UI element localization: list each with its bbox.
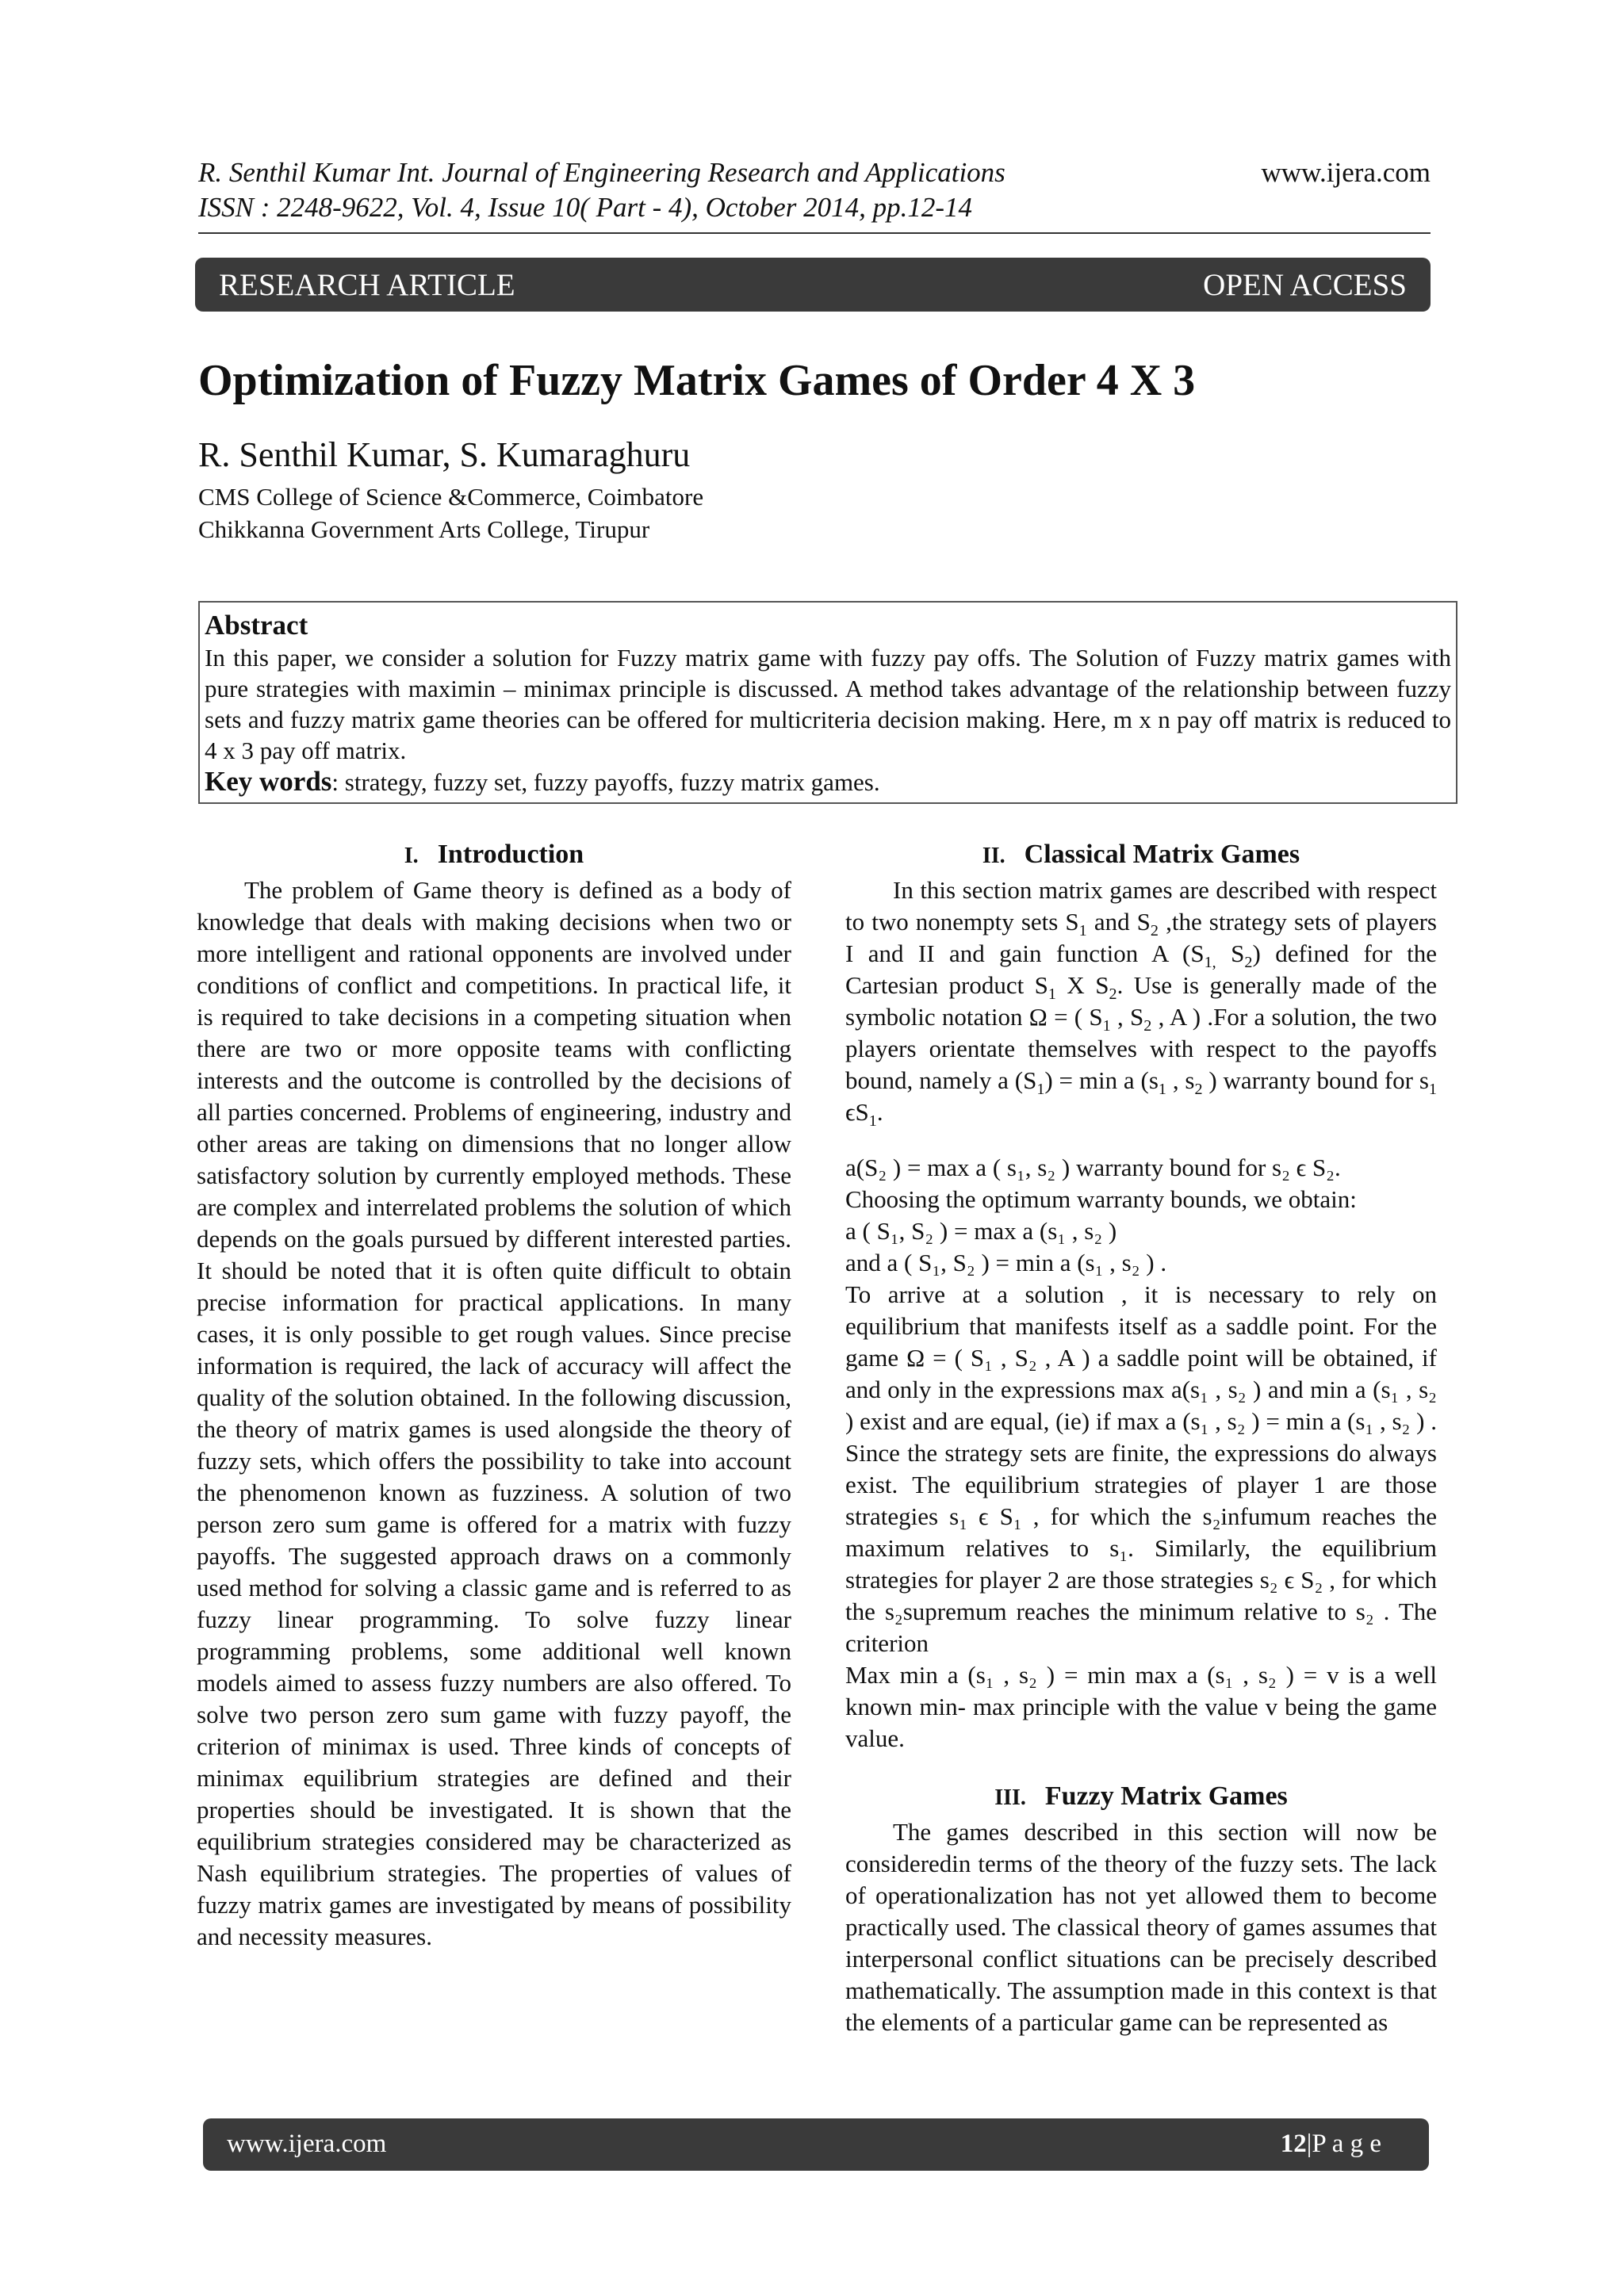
- section-3-title: Fuzzy Matrix Games: [1044, 1781, 1288, 1811]
- section-1-heading: [197, 836, 791, 874]
- header-rule: [198, 232, 1431, 234]
- abstract-text: In this paper, we consider a solution for Fuzzy matrix game with fuzzy pay offs. The Solution of Fuzzy matrix games with pure strategies with maximin – minimax principle is discussed. A method takes advantage of the relationship between fuzzy sets and fuzzy matrix game theories can be offered for multicriteria decision making. Here, m x n pay off matrix is reduced to 4 x 3 pay off matrix.: [205, 644, 1451, 764]
- keywords: [205, 766, 1451, 798]
- section-2-para-1: In this section matrix games are described with respect to two nonempty sets $S_1$ and $S_2$ ,the strategy sets of players I and II and gain function A ($S_{1,}$ $S_2$) defined for the Cartesian product $S_1$ X $S_2$. Use is generally made of the symbolic notation Ω = ( $S_1$ , $S_2$ , A ) .For a solution, the two players orientate themselves with respect to the payoffs bound, namely a $(S_1) = \min a$ ($s_1$ , $s_2$ ) warranty bound for $s_1$ $\epsilon S_1$.: [845, 876, 1438, 1131]
- page-number-label: |P a g e: [1306, 2130, 1381, 2158]
- formula-line-2: Choosing the optimum warranty bounds, we obtain:: [845, 1185, 1357, 1213]
- formula-line-3: a ( S₁, S₂ ) = max a (s₁ , s₂ ): [845, 1217, 1117, 1245]
- section-2-number: II.: [982, 844, 1005, 868]
- article-banner: [195, 258, 1431, 312]
- formula-line-1: a(S₂ ) = max a ( s₁, s₂ ) warranty bound for s₂ ϵ S₂.: [845, 1154, 1341, 1181]
- section-3-heading: [845, 1778, 1437, 1816]
- section-2-para-2: To arrive at a solution , it is necessary to rely on equilibrium that manifests itself as a saddle point. For the game Ω = ( S₁ , S₂ , A ) a saddle point will be obtained, if and only in the expressions max a(s₁ , s₂ ) and min a (s₁ , s₂ ) exist and are equal, (ie) if max a (s₁ , s₂ ) = min a (s₁ , s₂ ) .: [845, 1280, 1437, 1435]
- section-1-number: I.: [404, 844, 419, 868]
- abstract-box: [198, 601, 1457, 804]
- section-2-para-4: Max min a (s₁ , s₂ ) = min max a (s₁ , s₂ ) = v is a well known min- max principle with the value v being the game value.: [845, 1661, 1437, 1752]
- header-site-link[interactable]: www.ijera.com: [1261, 157, 1431, 188]
- keywords-text: : strategy, fuzzy set, fuzzy payoffs, fuzzy matrix games.: [331, 768, 880, 796]
- page-number: [1281, 2130, 1381, 2159]
- page-number-value: 12: [1280, 2130, 1307, 2158]
- formula-line-4: and a ( S₁, S₂ ) = min a (s₁ , s₂ ) .: [845, 1249, 1167, 1276]
- right-column: [845, 836, 1437, 2038]
- paper-title: Optimization of Fuzzy Matrix Games of Order 4 X 3: [198, 356, 1196, 405]
- banner-open-access: OPEN ACCESS: [1203, 268, 1407, 302]
- running-header: [198, 155, 1431, 225]
- footer-site-link[interactable]: www.ijera.com: [227, 2130, 387, 2158]
- keywords-label: Key words: [205, 766, 332, 797]
- section-2-heading: [845, 836, 1437, 874]
- journal-line-2: ISSN : 2248-9622, Vol. 4, Issue 10( Part - 4), October 2014, pp.12-14: [198, 192, 973, 223]
- section-1-title: Introduction: [437, 840, 584, 869]
- section-3-number: III.: [994, 1785, 1026, 1810]
- section-2-title: Classical Matrix Games: [1024, 840, 1300, 869]
- affiliation-2: Chikkanna Government Arts College, Tirupur: [198, 515, 650, 543]
- affiliations: [198, 480, 703, 545]
- page-footer: [203, 2118, 1429, 2171]
- abstract-heading: Abstract: [205, 610, 308, 641]
- paper-authors: R. Senthil Kumar, S. Kumaraghuru: [198, 435, 691, 474]
- left-column: [197, 836, 791, 1953]
- section-3-body: The games described in this section will now be consideredin terms of the theory of the fuzzy sets. The lack of operationalization has not yet allowed them to become practically used. The classical theory of games assumes that interpersonal conflict situations can be precisely described mathematically. The assumption made in this context is that the elements of a particular game can be represented as: [845, 1818, 1437, 2036]
- journal-line-1: R. Senthil Kumar Int. Journal of Engineering Research and Applications: [198, 157, 1005, 188]
- affiliation-1: CMS College of Science &Commerce, Coimbatore: [198, 483, 704, 511]
- section-2-para-3: Since the strategy sets are finite, the expressions do always exist. The equilibrium strategies of player 1 are those strategies s₁ ϵ S₁ , for which the s₂infumum reaches the maximum relatives to s₁. Similarly, the equilibrium strategies for player 2 are those strategies s₂ ϵ S₂ , for which the s₂supremum reaches the minimum relative to s₂ . The criterion: [845, 1439, 1437, 1657]
- banner-research-article: RESEARCH ARTICLE: [219, 268, 515, 302]
- section-1-body: The problem of Game theory is defined as a body of knowledge that deals with making decisions when two or more intelligent and rational opponents are involved under conditions of conflict and competitions. In practical life, it is required to take decisions in a competing situation when there are two or more opposite teams with conflicting interests and the outcome is controlled by the decisions of all parties concerned. Problems of engineering, industry and other areas are taking on dimensions that no longer allow satisfactory solution by currently employed methods. These are complex and interrelated problems the solution of which depends on the goals pursued by different interested parties. It should be noted that it is often quite difficult to obtain precise information for practical applications. In many cases, it is only possible to get rough values. Since precise information is required, the lack of accuracy will affect the quality of the solution obtained. In the following discussion, the theory of matrix games is used alongside the theory of fuzzy sets, which offers the possibility to take into account the phenomenon known as fuzziness. A solution of two person zero sum game is offered for a matrix with fuzzy payoffs. The suggested approach draws on a commonly used method for solving a classic game and is referred to as fuzzy linear programming. To solve fuzzy linear programming problems, some additional well known models aimed to assess fuzzy numbers are also offered. To solve two person zero sum game with fuzzy payoff, the criterion of minimax is used. Three kinds of concepts of minimax equilibrium strategies are defined and their properties should be investigated. It is shown that the equilibrium strategies considered may be characterized as Nash equilibrium strategies. The properties of values of fuzzy matrix games are investigated by means of possibility and necessity measures.: [197, 876, 791, 1950]
